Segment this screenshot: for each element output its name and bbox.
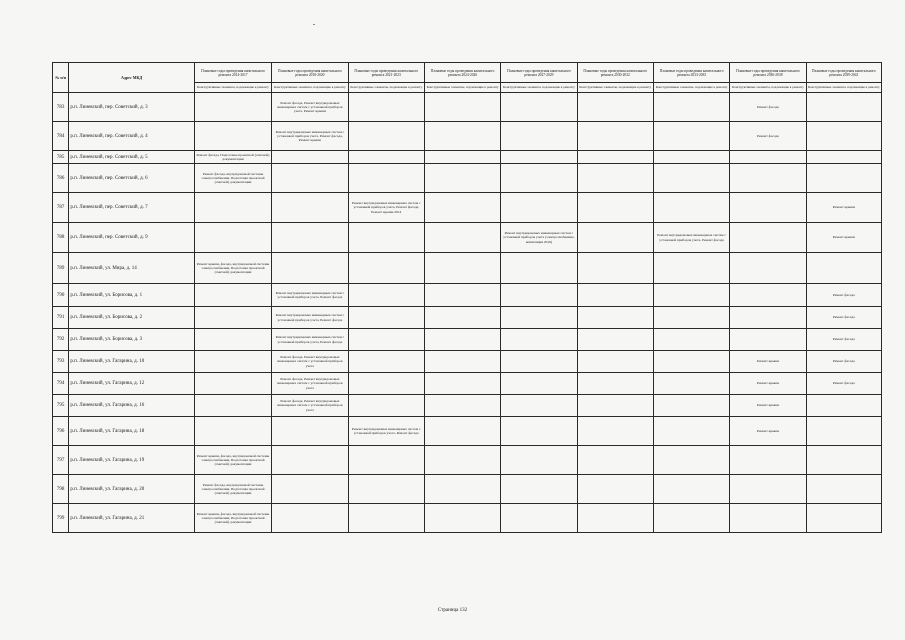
header-period: Плановые годы проведения капитального ремонта 2039-2041 [806, 63, 881, 83]
subheader-elements: Конструктивные элементы, подлежащие к ремонту [501, 83, 577, 93]
work-cell [272, 446, 348, 475]
row-address: р.п. Линевский, пер. Советский, д. 3 [69, 93, 194, 122]
subheader-elements: Конструктивные элементы, подлежащие к ремонту [730, 83, 806, 93]
row-number: 785 [53, 151, 69, 164]
header-period: Плановые годы проведения капитального ремонта 2018-2020 [272, 63, 348, 83]
work-cell [501, 164, 577, 193]
header-period: Плановые годы проведения капитального ремонта 2021-2023 [348, 63, 424, 83]
work-cell [653, 395, 729, 417]
work-cell: Ремонт фасада [806, 284, 881, 307]
table-row [53, 351, 882, 373]
row-address: р.п. Линевский, ул. Гагарина, д. 20 [69, 475, 194, 504]
work-cell [272, 193, 348, 223]
row-address: р.п. Линевский, пер. Советский, д. 5 [69, 151, 194, 164]
work-cell: Ремонт фасада, Ремонт внутридомовых инженерных систем с установкой приборов учета [272, 395, 348, 417]
row-number: 792 [53, 329, 69, 351]
row-address: р.п. Линевский, ул. Гагарина, д. 18 [69, 417, 194, 446]
work-cell [577, 223, 653, 253]
work-cell [194, 307, 271, 329]
work-cell [348, 395, 424, 417]
work-cell [653, 284, 729, 307]
table-row [53, 253, 882, 284]
work-cell [194, 329, 271, 351]
work-cell [577, 504, 653, 533]
work-cell [348, 329, 424, 351]
row-number: 790 [53, 284, 69, 307]
work-cell [348, 446, 424, 475]
work-cell [424, 193, 500, 223]
table-row [53, 373, 882, 395]
work-cell [730, 475, 806, 504]
work-cell [501, 193, 577, 223]
work-cell [653, 253, 729, 284]
work-cell [577, 395, 653, 417]
row-address: р.п. Линевский, пер. Советский, д. 9 [69, 223, 194, 253]
work-cell [730, 307, 806, 329]
work-cell [653, 446, 729, 475]
work-cell [272, 504, 348, 533]
work-cell: Ремонт внутридомовых инженерных систем с установкой приборов учета, Ремонт фасада, Ремонт крыши [272, 122, 348, 151]
table-row [53, 93, 882, 122]
work-cell [501, 151, 577, 164]
work-cell [424, 351, 500, 373]
work-cell [577, 351, 653, 373]
work-cell [577, 284, 653, 307]
scan-artifact [313, 24, 315, 25]
row-number: 786 [53, 164, 69, 193]
work-cell: Ремонт внутридомовых инженерных систем с установкой приборов учета, Ремонт фасада [272, 329, 348, 351]
row-number: 788 [53, 223, 69, 253]
work-cell [577, 475, 653, 504]
work-cell [424, 417, 500, 446]
work-cell [653, 193, 729, 223]
table-row [53, 151, 882, 164]
work-cell [194, 122, 271, 151]
work-cell [730, 446, 806, 475]
work-cell [348, 164, 424, 193]
row-number: 795 [53, 395, 69, 417]
row-number: 793 [53, 351, 69, 373]
row-number: 798 [53, 475, 69, 504]
work-cell: Ремонт фасада, Подготовка проектной (сметной) документации [194, 151, 271, 164]
work-cell: Ремонт внутридомовых инженерных систем с установкой приборов учета, Ремонт фасада [272, 284, 348, 307]
work-cell [194, 193, 271, 223]
work-cell [653, 417, 729, 446]
work-cell [424, 164, 500, 193]
work-cell [501, 417, 577, 446]
row-number: 794 [53, 373, 69, 395]
work-cell [501, 284, 577, 307]
subheader-elements: Конструктивные элементы, подлежащие к ремонту [194, 83, 271, 93]
work-cell [424, 395, 500, 417]
row-address: р.п. Линевский, ул. Гагарина, д. 10 [69, 351, 194, 373]
repair-schedule-table [52, 62, 882, 533]
work-cell [501, 93, 577, 122]
work-cell: Ремонт крыши, фасада, внутридомовой системы электроснабжения, Подготовка проектной (сметной) документации [194, 446, 271, 475]
work-cell [730, 223, 806, 253]
subheader-elements: Конструктивные элементы, подлежащие к ремонту [806, 83, 881, 93]
work-cell [806, 395, 881, 417]
work-cell: Ремонт крыши [730, 395, 806, 417]
work-cell [577, 151, 653, 164]
work-cell: Ремонт внутридомовых инженерных систем с установкой приборов учета (электроснабжение, вентиляция 2016) [501, 223, 577, 253]
work-cell: Ремонт крыши [806, 193, 881, 223]
row-number: 783 [53, 93, 69, 122]
work-cell [653, 373, 729, 395]
work-cell [577, 329, 653, 351]
work-cell [424, 446, 500, 475]
work-cell [577, 93, 653, 122]
work-cell [424, 307, 500, 329]
work-cell [806, 164, 881, 193]
work-cell [424, 151, 500, 164]
table-row [53, 307, 882, 329]
work-cell [653, 164, 729, 193]
table-row [53, 504, 882, 533]
work-cell: Ремонт фасада [806, 351, 881, 373]
work-cell: Ремонт фасада [806, 329, 881, 351]
work-cell [577, 307, 653, 329]
row-address: р.п. Линевский, пер. Советский, д. 7 [69, 193, 194, 223]
work-cell [806, 151, 881, 164]
work-cell [424, 475, 500, 504]
subheader-elements: Конструктивные элементы, подлежащие к ремонту [577, 83, 653, 93]
work-cell: Ремонт фасада, Ремонт внутридомовых инженерных систем с установкой приборов учета [272, 351, 348, 373]
work-cell [577, 122, 653, 151]
work-cell [424, 504, 500, 533]
work-cell [653, 307, 729, 329]
work-cell [424, 284, 500, 307]
work-cell: Ремонт крыши, фасада, внутридомовой системы электроснабжения, Подготовка проектной (сметной) документации [194, 253, 271, 284]
work-cell [424, 223, 500, 253]
page-number: Страница 132 [437, 608, 468, 613]
row-address: р.п. Линевский, ул. Мира, д. 14 [69, 253, 194, 284]
row-address: р.п. Линевский, ул. Гагарина, д. 19 [69, 446, 194, 475]
work-cell: Ремонт фасада, Ремонт внутридомовых инженерных систем с установкой приборов учета, Ремонт крыши [272, 93, 348, 122]
work-cell [577, 373, 653, 395]
row-address: р.п. Линевский, ул. Гагарина, д. 12 [69, 373, 194, 395]
work-cell [730, 284, 806, 307]
work-cell [653, 329, 729, 351]
work-cell: Ремонт крыши [806, 223, 881, 253]
work-cell [653, 122, 729, 151]
work-cell [348, 253, 424, 284]
row-number: 797 [53, 446, 69, 475]
work-cell [424, 93, 500, 122]
subheader-elements: Конструктивные элементы, подлежащие к ремонту [424, 83, 500, 93]
header-period: Плановые годы проведения капитального ремонта 2024-2026 [424, 63, 500, 83]
work-cell [501, 475, 577, 504]
work-cell: Ремонт фасада, внутридомовой системы электроснабжения, Подготовка проектной (сметной) документации [194, 164, 271, 193]
work-cell [348, 284, 424, 307]
row-number: 784 [53, 122, 69, 151]
work-cell [730, 151, 806, 164]
row-number: 799 [53, 504, 69, 533]
work-cell: Ремонт крыши [730, 417, 806, 446]
work-cell: Ремонт крыши [730, 351, 806, 373]
work-cell: Ремонт фасада, внутридомовой системы электроснабжения, Подготовка проектной (сметной) документации [194, 475, 271, 504]
work-cell [501, 122, 577, 151]
row-address: р.п. Линевский, ул. Гагарина, д. 16 [69, 395, 194, 417]
work-cell [348, 223, 424, 253]
row-address: р.п. Линевский, ул. Борисова, д. 2 [69, 307, 194, 329]
table-row [53, 417, 882, 446]
work-cell [501, 253, 577, 284]
work-cell [501, 351, 577, 373]
row-address: р.п. Линевский, ул. Борисова, д. 3 [69, 329, 194, 351]
subheader-elements: Конструктивные элементы, подлежащие к ремонту [272, 83, 348, 93]
work-cell [653, 151, 729, 164]
work-cell [501, 307, 577, 329]
work-cell [272, 475, 348, 504]
work-cell [348, 351, 424, 373]
row-number: 789 [53, 253, 69, 284]
table-row [53, 446, 882, 475]
work-cell: Ремонт внутридомовых инженерных систем с установкой приборов учета, Ремонт фасада [348, 417, 424, 446]
work-cell [424, 122, 500, 151]
row-number: 796 [53, 417, 69, 446]
work-cell [577, 417, 653, 446]
work-cell [501, 373, 577, 395]
work-cell [730, 164, 806, 193]
work-cell [194, 93, 271, 122]
work-cell [194, 395, 271, 417]
table-row [53, 122, 882, 151]
row-number: 787 [53, 193, 69, 223]
subheader-elements: Конструктивные элементы, подлежащие к ремонту [348, 83, 424, 93]
work-cell [501, 446, 577, 475]
row-address: р.п. Линевский, ул. Гагарина, д. 21 [69, 504, 194, 533]
work-cell [194, 351, 271, 373]
work-cell [348, 151, 424, 164]
work-cell: Ремонт внутридомовых инженерных систем с установкой приборов учета, Ремонт фасада, Ремонт крыши 2014 [348, 193, 424, 223]
header-row [53, 63, 882, 83]
work-cell [806, 122, 881, 151]
work-cell [730, 504, 806, 533]
work-cell [194, 223, 271, 253]
table-row [53, 164, 882, 193]
work-cell [272, 151, 348, 164]
work-cell [806, 253, 881, 284]
work-cell [348, 475, 424, 504]
work-cell [501, 395, 577, 417]
work-cell [348, 93, 424, 122]
header-period: Плановые годы проведения капитального ремонта 2036-2038 [730, 63, 806, 83]
work-cell [272, 253, 348, 284]
table-row [53, 223, 882, 253]
header-period: Плановые годы проведения капитального ремонта 2033-2035 [653, 63, 729, 83]
work-cell [348, 122, 424, 151]
row-address: р.п. Линевский, ул. Борисова, д. 1 [69, 284, 194, 307]
work-cell [348, 373, 424, 395]
work-cell [424, 329, 500, 351]
header-num: № п/п [53, 63, 69, 93]
work-cell [577, 446, 653, 475]
work-cell [806, 504, 881, 533]
work-cell: Ремонт внутридомовых инженерных систем с установкой приборов учета, Ремонт фасада [653, 223, 729, 253]
work-cell: Ремонт внутридомовых инженерных систем с установкой приборов учета, Ремонт фасада [272, 307, 348, 329]
work-cell [501, 504, 577, 533]
table-row [53, 284, 882, 307]
work-cell [653, 93, 729, 122]
work-cell [653, 475, 729, 504]
table-row [53, 193, 882, 223]
work-cell: Ремонт фасада, Ремонт внутридомовых инженерных систем с установкой приборов учета [272, 373, 348, 395]
work-cell: Ремонт крыши, фасада, внутридомовой системы электроснабжения, Подготовка проектной (сметной) документации [194, 504, 271, 533]
work-cell [653, 504, 729, 533]
work-cell [272, 223, 348, 253]
table-row [53, 395, 882, 417]
header-period: Плановые годы проведения капитального ремонта 2030-2032 [577, 63, 653, 83]
subheader-elements: Конструктивные элементы, подлежащие к ремонту [653, 83, 729, 93]
header-address: Адрес МКД [69, 63, 194, 93]
row-address: р.п. Линевский, пер. Советский, д. 4 [69, 122, 194, 151]
work-cell [806, 446, 881, 475]
row-number: 791 [53, 307, 69, 329]
work-cell [806, 417, 881, 446]
work-cell: Ремонт крыши [730, 373, 806, 395]
work-cell [730, 329, 806, 351]
work-cell [272, 417, 348, 446]
work-cell [577, 253, 653, 284]
work-cell [501, 329, 577, 351]
work-cell: Ремонт фасада [730, 93, 806, 122]
work-cell [348, 307, 424, 329]
table-row [53, 475, 882, 504]
header-period: Плановые годы проведения капитального ремонта 2027-2029 [501, 63, 577, 83]
work-cell [194, 373, 271, 395]
table-body [53, 93, 882, 533]
work-cell: Ремонт фасада [806, 373, 881, 395]
work-cell [730, 193, 806, 223]
work-cell [348, 504, 424, 533]
work-cell [653, 351, 729, 373]
work-cell: Ремонт фасада [806, 307, 881, 329]
work-cell [194, 417, 271, 446]
work-cell [577, 193, 653, 223]
work-cell: Ремонт фасада [730, 122, 806, 151]
table-row [53, 329, 882, 351]
work-cell [424, 253, 500, 284]
work-cell [730, 253, 806, 284]
work-cell [577, 164, 653, 193]
work-cell [194, 284, 271, 307]
header-period: Плановые годы проведения капитального ремонта 2014-2017 [194, 63, 271, 83]
work-cell [272, 164, 348, 193]
work-cell [424, 373, 500, 395]
row-address: р.п. Линевский, пер. Советский, д. 6 [69, 164, 194, 193]
work-cell [806, 475, 881, 504]
work-cell [806, 93, 881, 122]
